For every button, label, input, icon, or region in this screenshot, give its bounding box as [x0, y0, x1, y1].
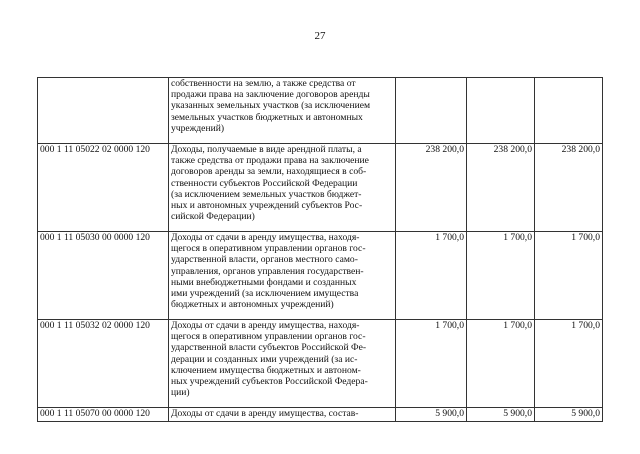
description-cell — [169, 144, 396, 232]
amount-cell-2: 1 700,0 — [467, 320, 535, 408]
budget-code-cell — [38, 78, 169, 144]
table-row — [38, 320, 603, 408]
budget-code-cell: 000 1 11 05030 00 0000 120 — [38, 232, 169, 320]
budget-code-cell: 000 1 11 05022 02 0000 120 — [38, 144, 169, 232]
description-cell — [169, 408, 396, 422]
amount-cell-3 — [535, 78, 603, 144]
table-row — [38, 78, 603, 144]
budget-code-cell: 000 1 11 05070 00 0000 120 — [38, 408, 169, 422]
description-line: собственности на землю, а также средства от — [171, 78, 356, 89]
description-line: Доходы от сдачи в аренду имущества, состав- — [171, 408, 359, 419]
description-line: Доходы от сдачи в аренду имущества, находя- — [171, 232, 360, 243]
table-row — [38, 232, 603, 320]
description-line: сийской Федерации) — [171, 211, 255, 223]
description-line: щегося в оперативном управлении органов гос- — [171, 243, 366, 255]
description-line: также средства от продажи права на заключение — [171, 155, 369, 167]
description-line: ции) — [171, 387, 190, 399]
description-line: управления, органов управления государствен- — [171, 265, 364, 277]
budget-revenue-table — [37, 77, 603, 422]
description-line: щегося в оперативном управлении органов гос- — [171, 331, 366, 343]
description-line: договоров аренды за земли, находящиеся в соб- — [171, 166, 367, 178]
description-line: ключением имущества бюджетных и автоном- — [171, 364, 361, 376]
description-cell — [169, 232, 396, 320]
amount-cell-2: 238 200,0 — [467, 144, 535, 232]
description-line: ными внебюджетными фондами и созданных — [171, 276, 357, 288]
description-line: ударственной власти субъектов Российской Фе- — [171, 342, 367, 354]
amount-cell-1: 1 700,0 — [396, 320, 467, 408]
amount-cell-1: 5 900,0 — [396, 408, 467, 422]
description-cell — [169, 320, 396, 408]
page-number: 27 — [314, 30, 326, 42]
amount-cell-2: 1 700,0 — [467, 232, 535, 320]
description-line: ственности субъектов Российской Федерации — [171, 177, 358, 189]
description-line: (за исключением земельных участков бюджет- — [171, 188, 362, 200]
amount-cell-3: 1 700,0 — [535, 232, 603, 320]
description-line: продажи права на заключение договоров аренды — [171, 89, 370, 101]
amount-cell-1: 238 200,0 — [396, 144, 467, 232]
amount-cell-2 — [467, 78, 535, 144]
amount-cell-3: 5 900,0 — [535, 408, 603, 422]
amount-cell-2: 5 900,0 — [467, 408, 535, 422]
description-line: бюджетных и автономных учреждений) — [171, 299, 334, 311]
description-line: учреждений) — [171, 122, 225, 134]
description-line: земельных участков бюджетных и автономных — [171, 111, 363, 123]
amount-cell-1 — [396, 78, 467, 144]
description-line: ных и автономных учреждений субъектов Рос- — [171, 200, 363, 212]
description-line: ударственной власти, органов местного само- — [171, 254, 358, 266]
table-row — [38, 144, 603, 232]
amount-cell-3: 1 700,0 — [535, 320, 603, 408]
budget-code-cell: 000 1 11 05032 02 0000 120 — [38, 320, 169, 408]
description-line: дерации и созданных ими учреждений (за ис- — [171, 353, 358, 365]
description-line: ных учреждений субъектов Российской Федера- — [171, 376, 368, 388]
amount-cell-3: 238 200,0 — [535, 144, 603, 232]
description-cell — [169, 78, 396, 144]
description-line: ими учреждений (за исключением имущества — [171, 288, 359, 300]
table-row — [38, 408, 603, 422]
description-line: Доходы, получаемые в виде арендной платы, а — [171, 144, 362, 155]
description-line: указанных земельных участков (за исключением — [171, 100, 371, 112]
amount-cell-1: 1 700,0 — [396, 232, 467, 320]
description-line: Доходы от сдачи в аренду имущества, находя- — [171, 320, 360, 331]
